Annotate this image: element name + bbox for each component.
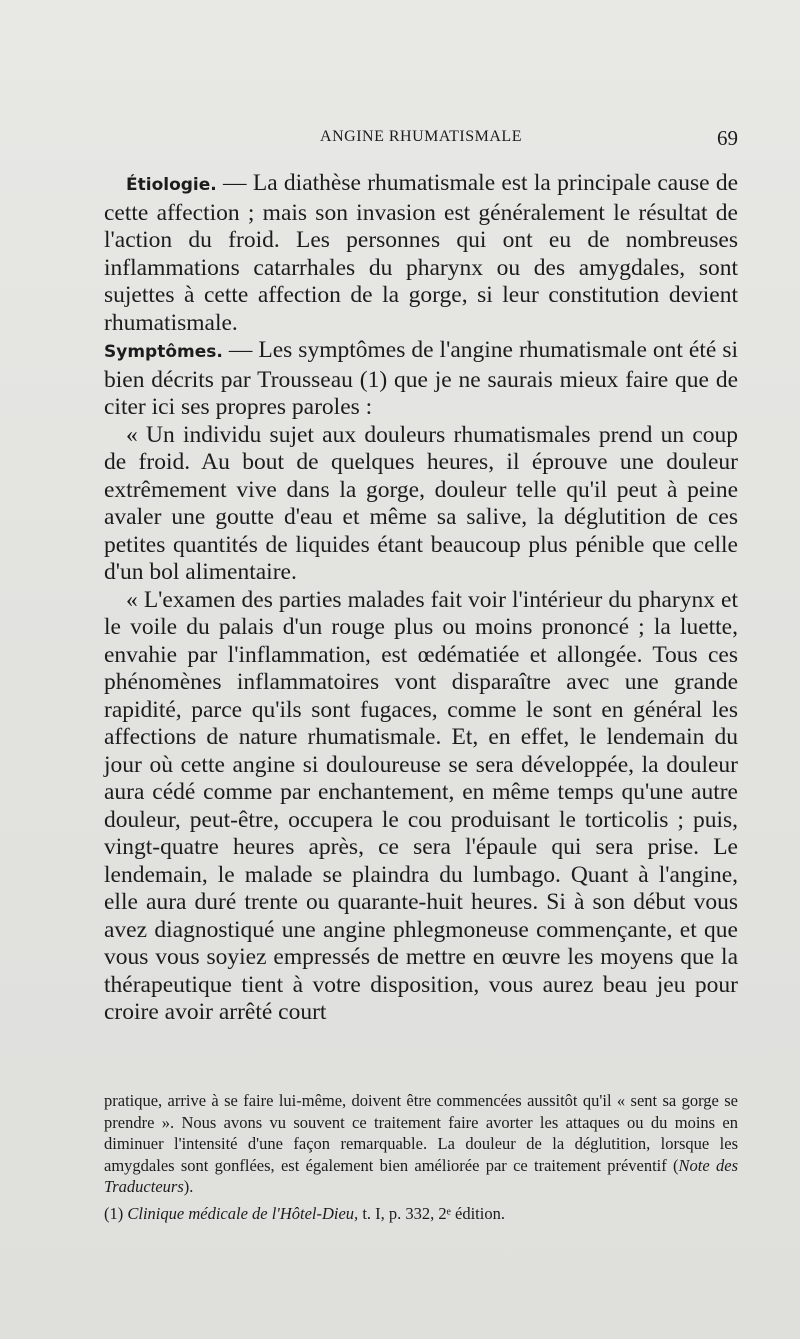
paragraph-quote-1: « Un individu sujet aux douleurs rhumatismales prend un coup de froid. Au bout de quelques heures, il éprouve une douleur extrêmement vive dans la gorge, douleur telle qu'il peut à peine avaler une goutte d'eau et même sa salive, la déglutition de ces petites quantités de liquides étant beaucoup plus pénible que celle d'un bol alimentaire. (104, 421, 738, 585)
paragraph-etiologie (104, 170, 738, 337)
footnote-1-text: t. I, p. 332, 2ᵉ édition. (358, 1203, 505, 1223)
footnotes (104, 1090, 738, 1224)
footnote-translators-note: Note des Traducteurs (104, 1155, 738, 1196)
page-number: 69 (717, 126, 738, 150)
etiologie-heading: Étiologie. (126, 175, 217, 195)
running-head: ANGINE RHUMATISMALE (320, 128, 522, 145)
etiologie-text: — La diathèse rhumatismale est la principale cause de cette affection ; mais son invasion est généralement le résultat de l'action du froid. Les personnes qui ont eu de nombreuses inflammations catarrhales du pharynx ou des amygdales, sont sujettes à cette affection de la gorge, si leur constitution devient rhumatismale. (104, 170, 738, 336)
symptomes-text-1: — Les symptômes de l'angine rhumatismale ont été si bien décrits par Trousseau (104, 337, 738, 393)
footnote-1-title: Clinique médicale de l'Hôtel-Dieu, (127, 1203, 359, 1223)
paragraph-symptomes (104, 337, 738, 422)
symptomes-heading: Symptômes. (104, 342, 223, 362)
footnote-continuation-end: ). (183, 1177, 194, 1196)
footnote-1 (104, 1203, 738, 1225)
footnote-reference: (1) (359, 366, 388, 393)
symptomes-text-2: que je ne saurais mieux faire que de citer ici ses propres paroles : (104, 366, 738, 420)
page-header (104, 128, 738, 158)
paragraph-quote-2: « L'examen des parties malades fait voir l'intérieur du pharynx et le voile du palais d'un rouge plus ou moins prononcé ; la luette, envahie par l'inflammation, est œdématiée et allongée. Tous ces phénomènes inflammatoires vont disparaître avec une grande rapidité, parce qu'ils sont fugaces, comme le sont en général les affections de nature rhumatismale. Et, en effet, le lendemain du jour où cette angine si douloureuse se sera développée, la douleur aura cédé comme par enchantement, en même temps qu'une autre douleur, peut-être, occupera le cou produisant le torticolis ; puis, vingt-quatre heures après, ce sera l'épaule qui sera prise. Le lendemain, le malade se plaindra du lumbago. Quant à l'angine, elle aura duré trente ou quarante-huit heures. Si à son début vous avez diagnostiqué une angine phlegmoneuse commençante, et que vous vous soyiez empressés de mettre en œuvre les moyens que la thérapeutique tient à votre disposition, vous aurez beau jeu pour croire avoir arrêté court (104, 586, 738, 1025)
footnote-continuation-text: pratique, arrive à se faire lui-même, doivent être commencées aussitôt qu'il « sent sa gorge se prendre ». Nous avons vu souvent ce traitement faire avorter les attaques ou du moins en diminuer l'intensité d'une façon remarquable. La douleur de la déglutition, lorsque les amygdales sont gonflées, est également bien améliorée par ce traitement préventif ( (104, 1091, 738, 1175)
main-text (104, 170, 738, 1027)
footnote-1-marker: (1) (104, 1203, 128, 1223)
footnote-continuation (104, 1090, 738, 1198)
